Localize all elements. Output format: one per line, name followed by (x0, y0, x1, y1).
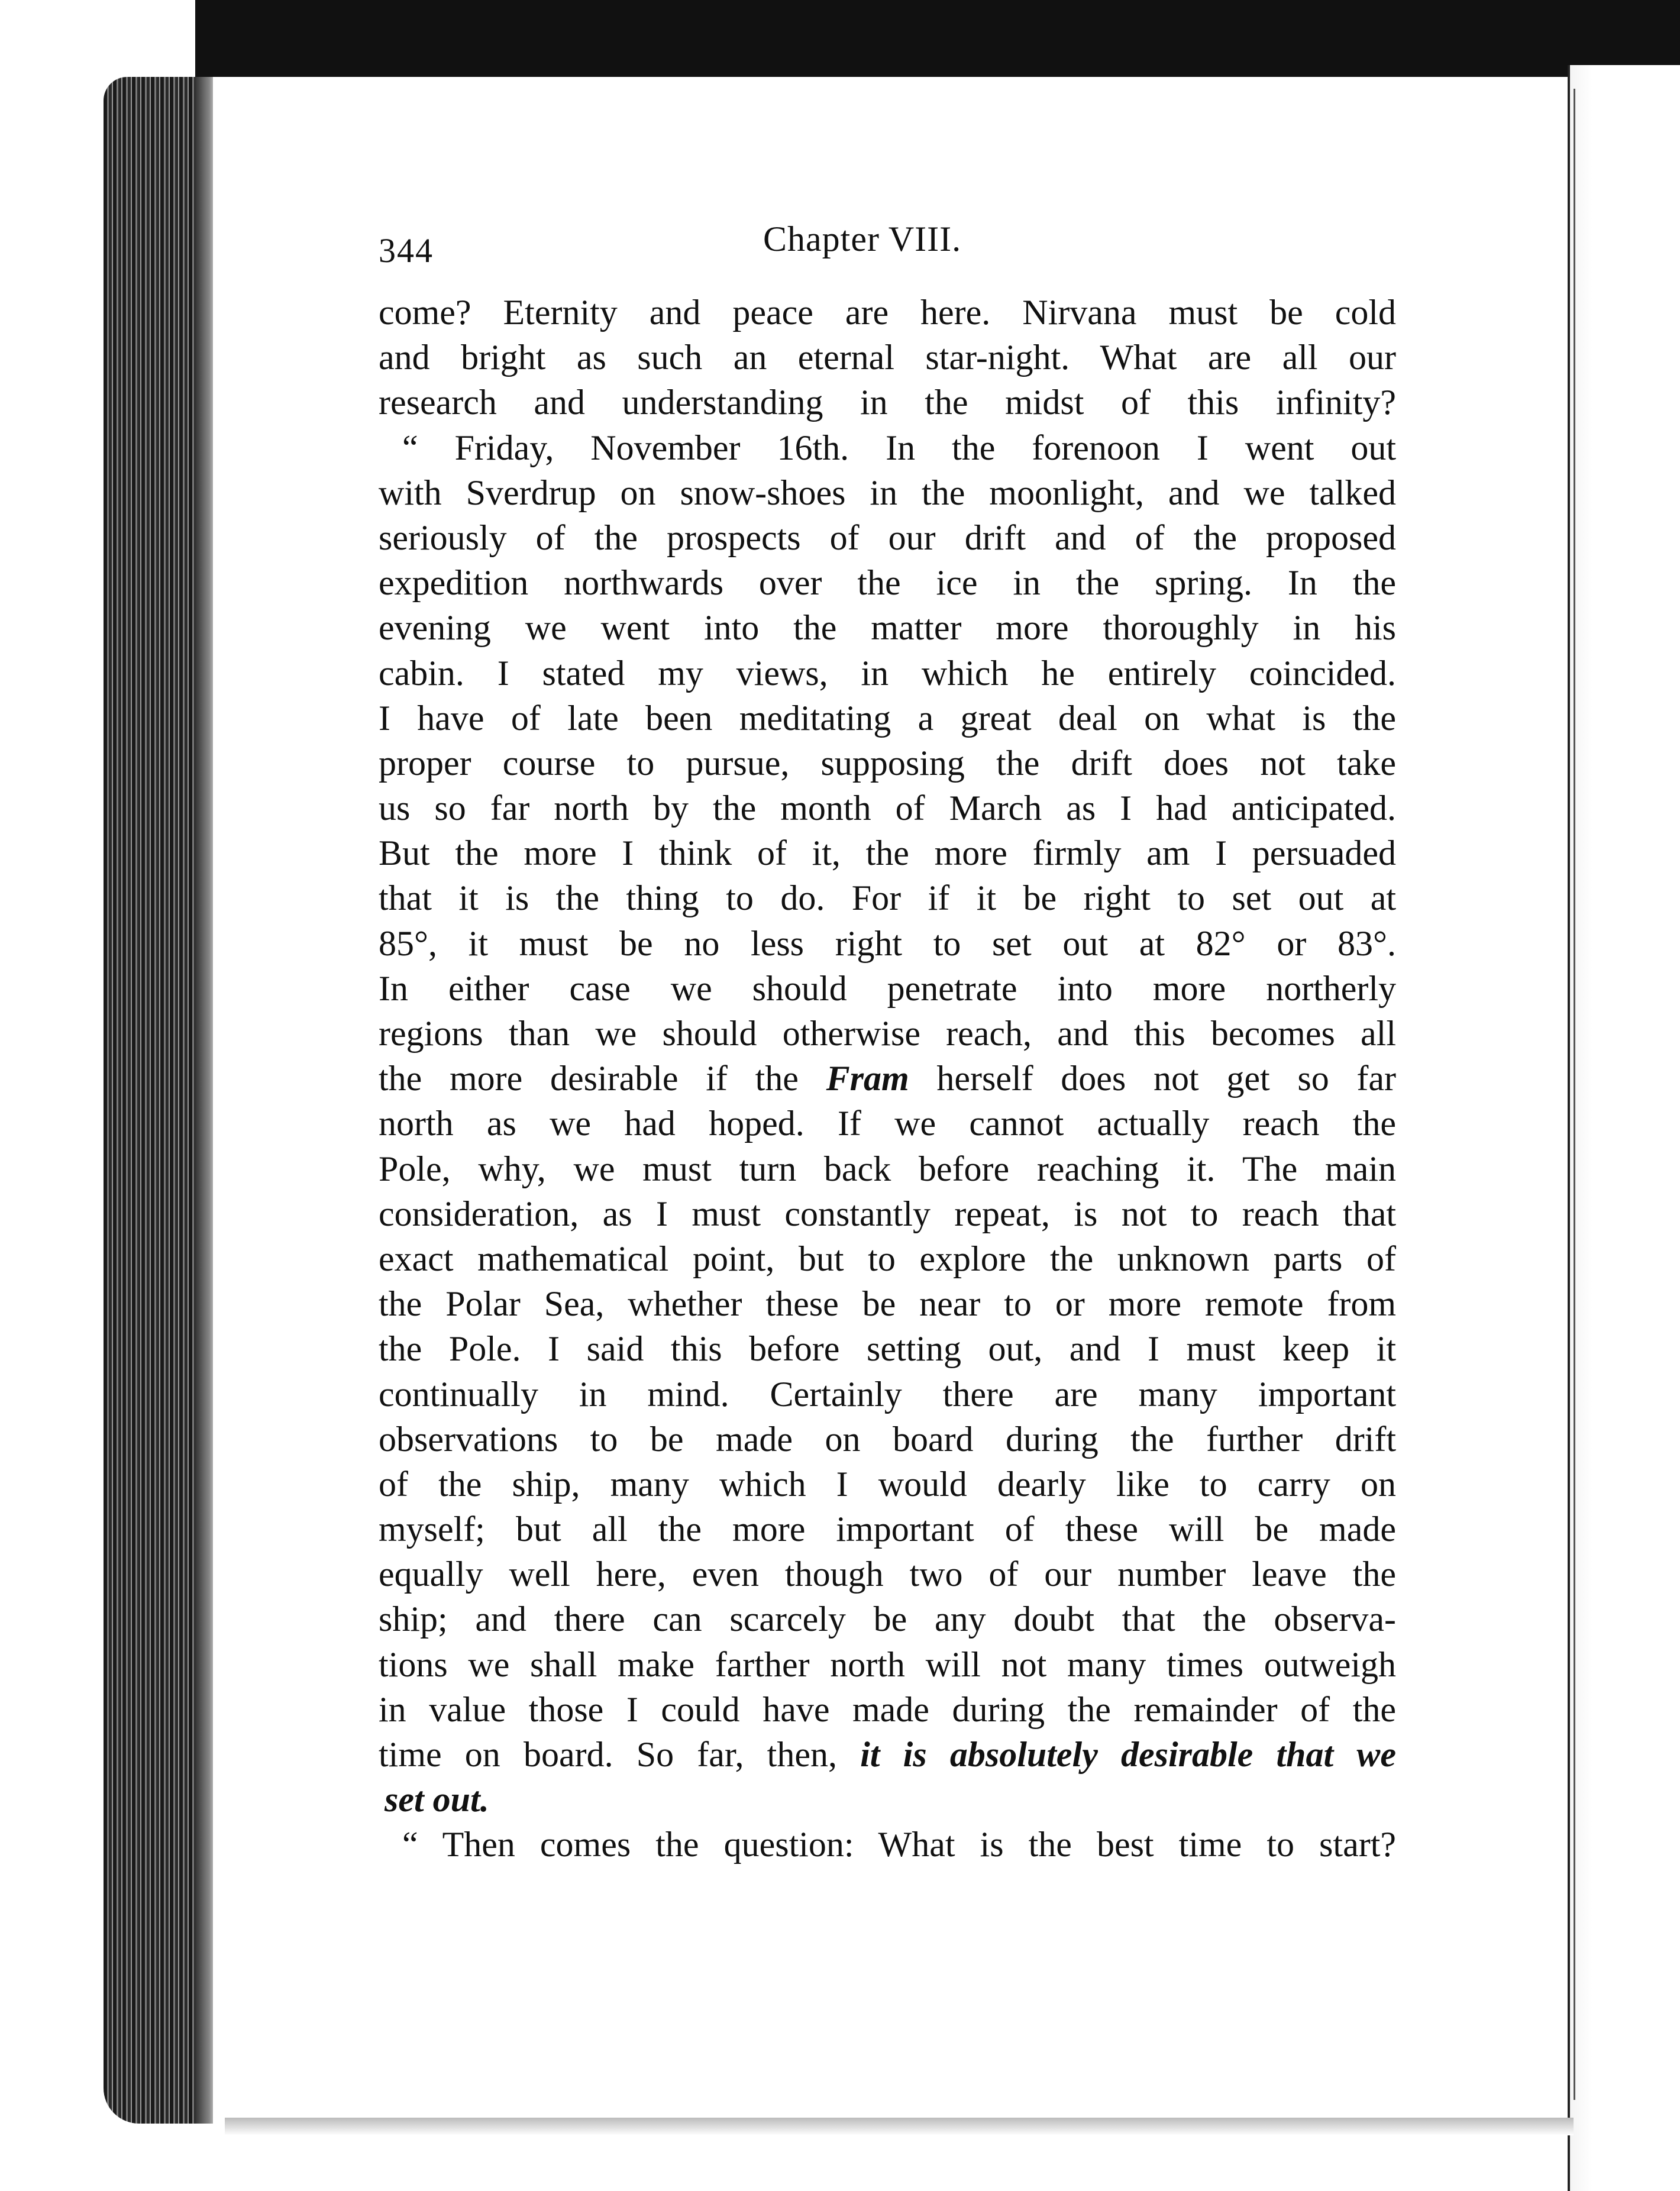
text-line: expedition northwards over the ice in the spring. In the (379, 563, 1396, 603)
text-line: “ Friday, November 16th. In the forenoon I went out (402, 428, 1396, 467)
text-line: equally well here, even though two of our number leave the (379, 1555, 1396, 1594)
text-line: observations to be made on board during the further drift (379, 1419, 1396, 1459)
body-text (379, 290, 1396, 1867)
page-header (379, 213, 1396, 278)
text-line: continually in mind. Certainly there are many important (379, 1374, 1396, 1414)
text-line: Pole, why, we must turn back before reaching it. The main (379, 1149, 1396, 1188)
text-line: of the ship, many which I would dearly like to carry on (379, 1464, 1396, 1504)
text-line: come? Eternity and peace are here. Nirvana must be cold (379, 293, 1396, 332)
text-line: I have of late been meditating a great deal on what is the (379, 698, 1396, 738)
text-run: herself does not get so far (909, 1059, 1396, 1098)
text-line: research and understanding in the midst of this infinity? (379, 383, 1396, 422)
emphasis-italic: it is absolutely desirable that we (860, 1735, 1396, 1774)
emphasis-italic-end: set out. (385, 1780, 489, 1820)
text-line: myself; but all the more important of these will be made (379, 1510, 1396, 1549)
text-line: in value those I could have made during the remainder of the (379, 1689, 1396, 1729)
page-fold-line (1574, 89, 1575, 2100)
text-line: us so far north by the month of March as I had anticipated. (379, 788, 1396, 828)
text-line: that it is the thing to do. For if it be right to set out at (379, 878, 1396, 918)
text-line: exact mathematical point, but to explore the unknown parts of (379, 1239, 1396, 1278)
text-line: ship; and there can scarcely be any doubt that the observa- (379, 1599, 1396, 1639)
ship-name-italic: Fram (826, 1059, 909, 1098)
text-line: But the more I think of it, the more firmly am I persuaded (379, 833, 1396, 873)
text-line: proper course to pursue, supposing the drift does not take (379, 743, 1396, 783)
text-line-with-italic (379, 1056, 1396, 1101)
text-line: In either case we should penetrate into more northerly (379, 968, 1396, 1008)
text-line: seriously of the prospects of our drift and of the proposed (379, 518, 1396, 557)
book-page-edges (104, 77, 204, 2124)
text-line: cabin. I stated my views, in which he entirely coincided. (379, 653, 1396, 693)
text-line: the Polar Sea, whether these be near to or more remote from (379, 1284, 1396, 1324)
text-run: time on board. So far, then, (379, 1735, 861, 1774)
text-line: “ Then comes the question: What is the best time to start? (402, 1825, 1396, 1864)
text-line: with Sverdrup on snow-shoes in the moonlight, and we talked (379, 473, 1396, 512)
page-number: 344 (379, 231, 434, 270)
text-run: the more desirable if the (379, 1059, 826, 1098)
text-line: the Pole. I said this before setting out, and I must keep it (379, 1329, 1396, 1369)
text-line: 85°, it must be no less right to set out at 82° or 83°. (379, 923, 1396, 963)
text-line: consideration, as I must constantly repeat, is not to reach that (379, 1194, 1396, 1233)
text-line: regions than we should otherwise reach, and this becomes all (379, 1014, 1396, 1053)
text-line: tions we shall make farther north will not many times outweigh (379, 1644, 1396, 1684)
text-line-with-italic (379, 1732, 1396, 1777)
page-bottom-shadow (225, 2118, 1574, 2135)
running-head: Chapter VIII. (763, 219, 962, 258)
text-line: north as we had hoped. If we cannot actually reach the (379, 1104, 1396, 1143)
text-line: and bright as such an eternal star-night. What are all our (379, 338, 1396, 377)
text-line: evening we went into the matter more thoroughly in his (379, 608, 1396, 648)
facing-page-edge (1568, 65, 1680, 2191)
scan-background (195, 0, 1680, 83)
